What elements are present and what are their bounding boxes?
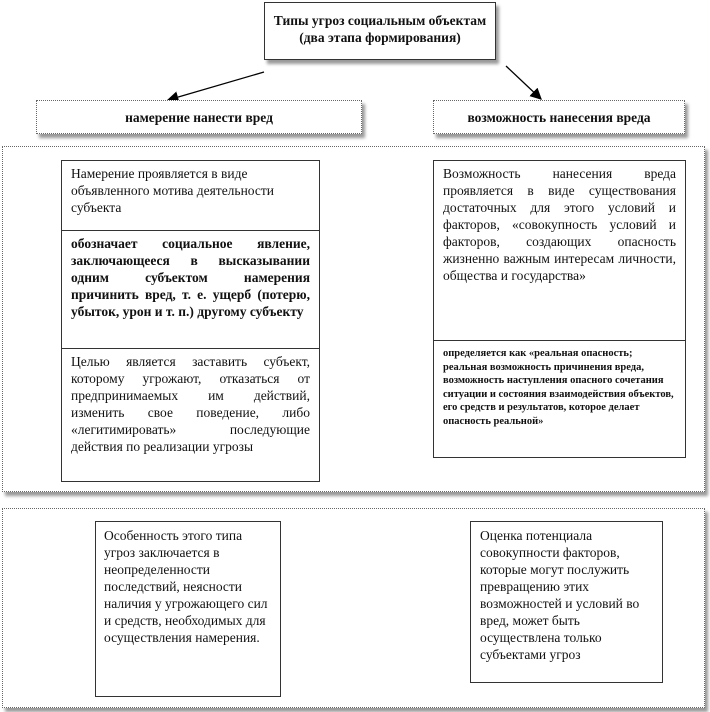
branch-possibility-label: возможность нанесения вреда: [467, 110, 651, 125]
branch-possibility-box: [433, 100, 685, 134]
title-line-2: (два этапа формирования): [299, 30, 461, 45]
intent-goal-box: [62, 349, 319, 457]
intent-definition-box: [62, 231, 319, 349]
intent-definition-text: обозначает социальное явление, заключающееся в высказывании одним субъектом намерения причинить вред, т. е. ущерб (потерю, убыток, урон и т. п.) другому субъекту: [71, 236, 310, 319]
intent-manifestation-text: Намерение проявляется в виде объявленного мотива деятельности субъекта: [71, 166, 275, 215]
possibility-stack: [433, 160, 686, 458]
possibility-assessment-text: Оценка потенциала совокупности факторов, которые могут послужить превращению этих возможностей и условий во вред, может быть осуществлена только субъектами угроз: [480, 528, 640, 662]
intent-goal-text: Целью является заставить субъект, которому угрожают, отказаться от предпринимаемых им действий, изменить свое поведение, либо «легитимировать» последующие действия по реализации угрозы: [71, 354, 310, 454]
intent-feature-text: Особенность этого типа угроз заключается в неопределенности последствий, неясности наличия у угрожающего сил и средств, необходимых для осуществления намерения.: [104, 528, 268, 645]
title-line-1: Типы угроз социальным объектам: [273, 13, 487, 28]
possibility-definition-box: [434, 341, 685, 430]
possibility-definition-text: определяется как «реальная опасность; реальная возможность причинения вреда, возможность наступления опасного сочетания ситуации и состояния взаимодействия объектов, его средств и результатов, которое делает опасность реальной»: [443, 348, 674, 427]
possibility-assessment-box: [470, 521, 663, 683]
branch-intent-label: намерение нанести вред: [125, 110, 273, 125]
possibility-manifestation-text: Возможность нанесения вреда проявляется в виде существования достаточных для этого условий и факторов, «совокупность условий и факторов, создающих опасность жизненно важным интересам личности, общества и государства»: [443, 166, 676, 283]
intent-stack: [61, 160, 320, 482]
intent-manifestation-box: [62, 161, 319, 231]
arrow-right: [506, 66, 541, 99]
branch-intent-box: [36, 100, 362, 134]
intent-feature-box: [95, 521, 281, 697]
arrow-left: [168, 72, 264, 100]
possibility-manifestation-box: [434, 161, 685, 341]
